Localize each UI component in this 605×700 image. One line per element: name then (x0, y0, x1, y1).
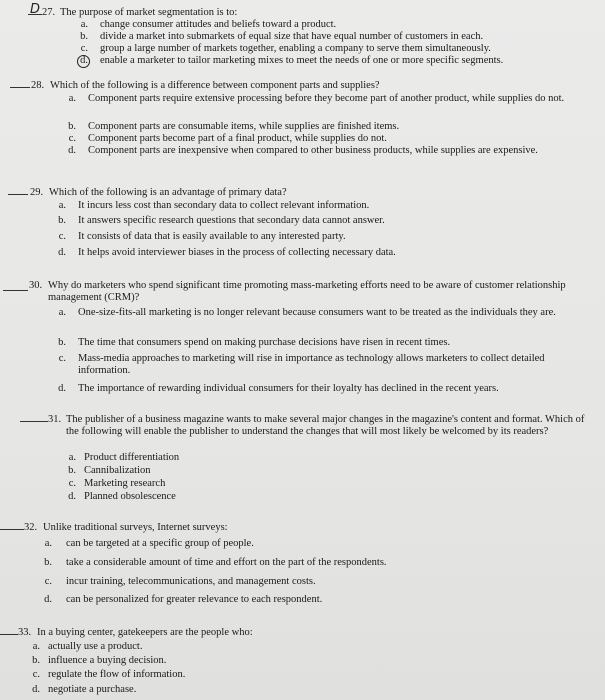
question-number: 28. (31, 80, 45, 91)
question-stem: In a buying center, gatekeepers are the people who: (37, 627, 253, 638)
question-number: 29. (30, 187, 44, 198)
handwritten-answer-mark: D (30, 2, 41, 17)
question-number: 27. (42, 7, 56, 18)
answer-blank (0, 529, 24, 530)
exam-page: D 27. The purpose of market segmentation is to: a. change consumer attitudes and beliefs toward a product. b. divide a market into submarkets of equal size that have equal number of customers in each. c. group a large number of markets together, enabling a company to serve them simultaneously. d. enable a marketer to tailor marketing mixes to meet the needs of one or more specific segments. 28. Which of the following is a difference between component parts and supplies? a. Component parts require extensive processing before they become part of another product, while supplies do not. b. Component parts are consumable items, while supplies are finished items. c. Component parts become part of a final product, while supplies do not. d. Component parts are inexpensive when compared to other business products, while supplies are expensive. 29. Which of the following is an advantage of primary data? a. It incurs less cost than secondary data to collect relevant information. b. It answers specific research questions that secondary data cannot answer. c. It consists of data that is easily available to any interested party. d. It helps avoid interviewer biases in the process of collecting necessary data. 30. Why do marketers who spend significant time promoting mass-marketing efforts need to be aware of customer relationship management (CRM)? a. One-size-fits-all marketing is no longer relevant because consumers want to be treated as the individuals they are. b. The time that consumers spend on making purchase decisions have risen in recent times. c. Mass-media approaches to marketing will rise in importance as technology allows marketers to collect detailed information. d. The importance of rewarding individual consumers for their loyalty has declined in the recent years. 31. The publisher of a business magazine wants to make several major changes in the magazine's content and format. Which of the following will enable the publisher to understand the changes that will most likely be welcomed by its readers? a. Product differentiation b. Cannibalization c. Marketing research d. Planned obsolescence 32. Unlike traditional surveys, Internet surveys: a. can be targeted at a specific group of people. b. take a considerable amount of time and effort on the part of the respondents. c. incur training, telecommunications, and management costs. d. can be personalized for greater relevance to each respondent. 33. In a buying center, gatekeepers are the people who: a. actually use a product. b. influence a buying decision. c. regulate the flow of information. d. negotiate a purchase. (0, 0, 605, 700)
question-stem: The purpose of market segmentation is to: (60, 7, 238, 18)
question-number: 32. (24, 522, 38, 533)
question-number: 33. (18, 627, 32, 638)
answer-blank (20, 421, 48, 422)
answer-blank (3, 290, 28, 291)
question-stem: Which of the following is an advantage of primary data? (49, 187, 287, 198)
answer-blank (10, 87, 30, 88)
question-stem: Why do marketers who spend significant time promoting mass-marketing efforts need to be aware of customer relationship management (CRM)? (48, 280, 566, 303)
question-stem: Which of the following is a difference between component parts and supplies? (50, 80, 380, 91)
question-number: 30. (29, 280, 43, 291)
question-stem: The publisher of a business magazine wants to make several major changes in the magazine's content and format. Which of the following will enable the publisher to understand the changes that will most likely be welcomed by its readers? (66, 414, 585, 437)
answer-blank (0, 634, 18, 635)
answer-circle-mark (77, 55, 90, 68)
question-stem: Unlike traditional surveys, Internet surveys: (43, 522, 228, 533)
question-number: 31. (48, 414, 62, 425)
answer-blank (28, 14, 42, 15)
answer-blank (8, 194, 28, 195)
